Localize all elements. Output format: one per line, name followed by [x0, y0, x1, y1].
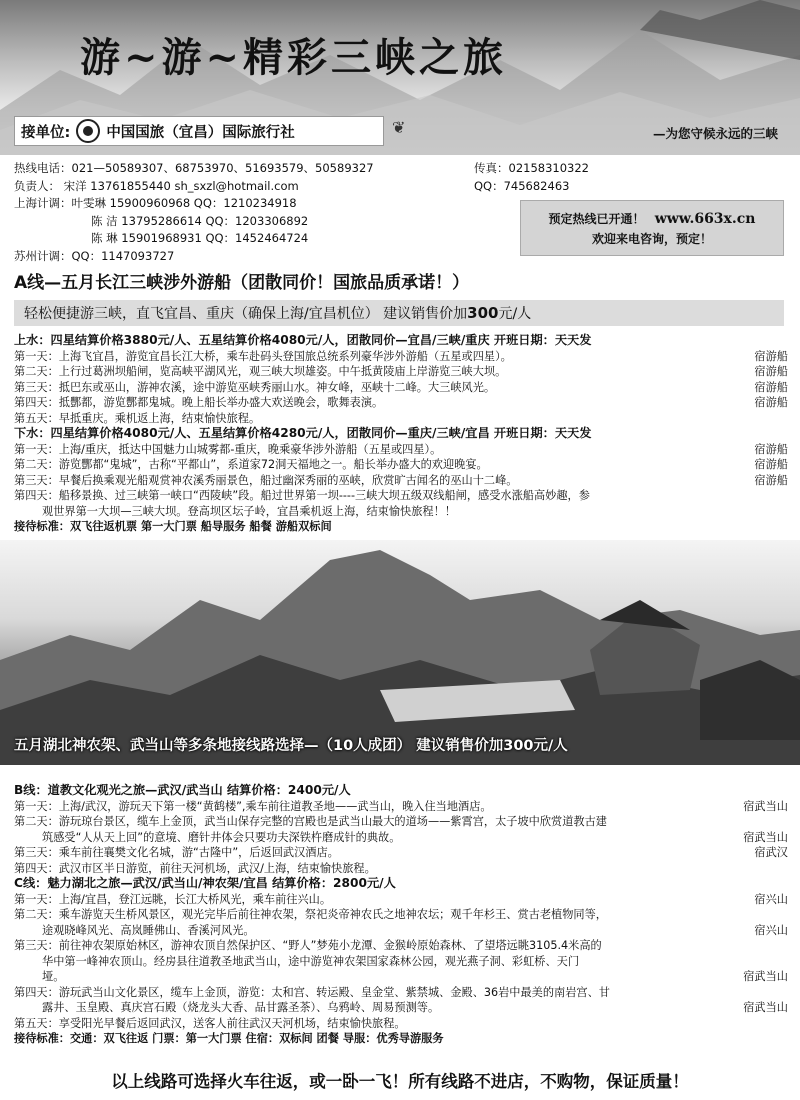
c-line-day-row [14, 923, 790, 939]
c-line-day-text: 华中第一峰神农顶山。经房县往道教圣地武当山，途中游览神农架国家森林公园，观光燕子洞、彩虹桥、天门 [42, 954, 580, 968]
upstream-day-stay: 宿游船 [754, 396, 788, 409]
c-line-day-text: 第四天：游玩武当山文化景区，缆车上金顶，游览：太和宫、转运殿、皇金堂、紫禁城、金殿、36岩中最美的南岩宫、甘 [14, 985, 610, 999]
downstream-day-row [14, 457, 790, 473]
downstream-day-text: 第一天：上海/重庆，抵达中国魅力山城雾都-重庆，晚乘豪华涉外游船（五星或四星）。 [14, 442, 442, 456]
downstream-day-stay: 宿游船 [754, 458, 788, 471]
hotline-box-line2: 欢迎来电咨询，预定！ [591, 232, 712, 246]
downstream-header: 下水：四星结算价格4080元/人、五星结算价格4280元/人，团散同价—重庆/三峡/宜昌 开班日期：天天发 [14, 426, 592, 440]
c-line-day-row [14, 1000, 790, 1016]
a-line-subtitle: 轻松便捷游三峡，直飞宜昌、重庆（确保上海/宜昌机位） 建议销售价加300元/人 [14, 300, 784, 326]
photo-caption: 五月湖北神农架、武当山等多条地接线路选择—（10人成团） 建议销售价加300元/人 [14, 738, 568, 754]
c-line-day-text: 第三天：前往神农架原始林区，游神农顶自然保护区、“野人”梦苑小龙潭、金猴岭原始森林、了望塔远眺3105.4米高的 [14, 939, 602, 952]
b-line-day-text: 第一天：上海/武汉，游玩天下第一楼“黄鹤楼”,乘车前往道教圣地——武当山，晚入住当地酒店。 [14, 799, 492, 813]
page-title: 游~游~精彩三峡之旅 [80, 34, 508, 81]
upstream-day-stay: 宿游船 [754, 380, 788, 394]
a-line-upstream [14, 333, 790, 535]
upstream-day-text: 第四天：抵酆都，游览酆都鬼城。晚上船长举办盛大欢送晚会，歌舞表演。 [14, 396, 384, 409]
upstream-header: 上水：四星结算价格3880元/人、五星结算价格4080元/人，团散同价—宜昌/三峡/重庆 开班日期：天天发 [14, 333, 592, 347]
upstream-day-stay: 宿游船 [754, 349, 788, 363]
c-line-day-row [14, 907, 790, 923]
downstream-day-text: 第二天：游览酆都“鬼城”，古称“平都山”，系道家72洞天福地之一。船长举办盛大的欢迎晚宴。 [14, 458, 488, 471]
c-line-day-row [14, 938, 790, 954]
downstream-day-stay: 宿游船 [754, 473, 788, 487]
host-name: 中国国旅（宜昌）国际旅行社 [106, 124, 295, 141]
c-line-day-stay: 宿兴山 [754, 923, 788, 937]
b-line-day-stay: 宿武当山 [743, 830, 788, 844]
sz-contact: 苏州计调：QQ：1147093727 [14, 248, 175, 263]
c-line-standard: 接待标准：交通：双飞往返 门票：第一大门票 住宿：双标间 团餐 导服：优秀导游服务 [14, 1032, 444, 1045]
downstream-day-stay: 宿游船 [754, 442, 788, 456]
hotline-row [14, 160, 794, 178]
downstream-day-4-cont: 观世界第一大坝—三峡大坝。登高坝区坛子岭，宜昌乘机返上海，结束愉快旅程！！ [42, 504, 456, 518]
website-link[interactable]: www.663x.cn [654, 211, 756, 227]
upstream-day-text: 第二天：上行过葛洲坝船闸，览高峡平湖风光，观三峡大坝雄姿。中午抵黄陵庙上岸游览三峡大坝。 [14, 365, 507, 378]
upstream-day-text: 第三天：抵巴东或巫山，游神农溪，途中游览巫峡秀丽山水。神女峰，巫峡十二峰。大三峡风光。 [14, 380, 496, 394]
upstream-day-row [14, 364, 790, 380]
host-agency [14, 116, 384, 146]
c-line-header: C线：魅力湖北之旅—武汉/武当山/神农架/宜昌 结算价格：2800元/人 [14, 876, 396, 890]
c-line-day-row [14, 892, 790, 908]
c-line-day-stay: 宿兴山 [754, 892, 788, 906]
hotline: 热线电话：021—50589307、68753970、51693579、50589327 [14, 161, 374, 175]
downstream-day-row [14, 442, 790, 458]
c-line-day-text: 途观晓峰风光、高岚睡佛山、香溪河风光。 [42, 923, 255, 937]
downstream-day-4: 第四天：船移景换、过三峡第一峡口“西陵峡”段。船过世界第一坝----三峡大坝五级双线船闸，感受水涨船高妙趣，参 [14, 489, 590, 502]
b-line-day-text: 第三天：乘车前往襄樊文化名城，游“古隆中”，后返回武汉酒店。 [14, 846, 339, 859]
upstream-day-text: 第五天：早抵重庆。乘机返上海，结束愉快旅程。 [14, 411, 261, 425]
sh-contact-3: 陈 琳 15901968931 QQ：1452464724 [91, 231, 309, 245]
fax: 传真：02158310322 [474, 161, 589, 175]
c-line-day-text: 露井、玉皇殿、真庆宫石殿（烧龙头大香、品甘露圣茶）、乌鸦岭、周易预测等。 [42, 1001, 440, 1014]
a-line-standard: 接待标准：双飞往返机票 第一大门票 船导服务 船餐 游船双标间 [14, 520, 332, 533]
c-line-day-row [14, 969, 790, 985]
manager-qq: QQ：745682463 [474, 178, 570, 193]
c-line-day-row [14, 985, 790, 1001]
c-line-day-text: 第一天：上海/宜昌，登江远眺，长江大桥风光，乘车前往兴山。 [14, 892, 332, 906]
a-line-price: 300 [467, 304, 499, 322]
brush-ornament-icon: ❦ [392, 118, 406, 137]
upstream-day-row [14, 349, 790, 365]
hotline-box-line1: 预定热线已开通！ www.663x.cn [548, 211, 756, 227]
sh-contact-1: 上海计调：叶雯琳 15900960968 QQ：1210234918 [14, 196, 297, 210]
upstream-day-stay: 宿游船 [754, 365, 788, 378]
manager-row [14, 178, 794, 196]
b-line-header: B线：道教文化观光之旅—武汉/武当山 结算价格：2400元/人 [14, 783, 351, 797]
b-line-day-row [14, 814, 790, 830]
c-line-day-row [14, 1016, 790, 1032]
agency-logo-icon [76, 119, 100, 143]
upstream-day-row [14, 395, 790, 411]
upstream-day-row [14, 380, 790, 396]
b-line-day-stay: 宿武当山 [743, 799, 788, 813]
c-line-day-stay: 宿武当山 [743, 970, 788, 983]
manager: 负责人： 宋洋 13761855440 sh_sxzl@hotmail.com [14, 178, 299, 193]
downstream-day-text: 第三天：早餐后换乘观光船观赏神农溪秀丽景色，船过幽深秀丽的巫峡，欣赏旷古闻名的巫山十二峰。 [14, 473, 518, 487]
host-label: 接单位: [21, 124, 71, 141]
c-line-day-row [14, 954, 790, 970]
c-line-day-text: 第二天：乘车游览天生桥风景区，观光完毕后前往神农架，祭祀炎帝神农氏之地神农坛；观千年杉王、赏古老植物同等， [14, 908, 607, 921]
slogan: —为您守候永远的三峡 [652, 126, 778, 141]
c-line-day-text: 垭。 [42, 970, 65, 983]
upstream-day-row [14, 411, 790, 427]
b-line-day-text: 第四天：武汉市区半日游览，前往天河机场，武汉/上海，结束愉快旅程。 [14, 861, 376, 875]
c-line-day-text: 第五天：享受阳光早餐后返回武汉，送客人前往武汉天河机场，结束愉快旅程。 [14, 1016, 406, 1030]
b-line-day-row [14, 861, 790, 877]
b-line-day-row [14, 799, 790, 815]
b-line-day-stay: 宿武汉 [754, 846, 788, 859]
b-line-day-text: 第二天：游玩琼台景区，缆车上金顶，武当山保存完整的宫殿也是武当山最大的道场——紫霄宫，太子坡中欣赏道教古建 [14, 815, 607, 828]
b-line-day-row [14, 845, 790, 861]
header-banner [0, 0, 800, 155]
footer-note: 以上线路可选择火车往返，或一卧一飞！所有线路不进店，不购物，保证质量！ [111, 1072, 689, 1091]
sh-contact-2: 陈 洁 13795286614 QQ：1203306892 [91, 213, 309, 228]
upstream-day-text: 第一天：上海飞宜昌，游览宜昌长江大桥，乘车赴码头登国旅总统系列豪华涉外游船（五星或四星）。 [14, 349, 512, 363]
b-line-day-text: 筑感受“人从天上回”的意境、磨针井体会只要功夫深铁杵磨成针的典故。 [42, 830, 401, 844]
mountain-scene [0, 540, 800, 765]
downstream-day-row [14, 473, 790, 489]
b-line-day-row [14, 830, 790, 846]
booking-hotline-box [520, 200, 784, 256]
a-line-title: A线—五月长江三峡涉外游船（团散同价！国旅品质承诺！） [14, 273, 470, 293]
mountain-photo [0, 540, 800, 765]
c-line-day-stay: 宿武当山 [743, 1001, 788, 1014]
b-line [14, 783, 790, 1047]
